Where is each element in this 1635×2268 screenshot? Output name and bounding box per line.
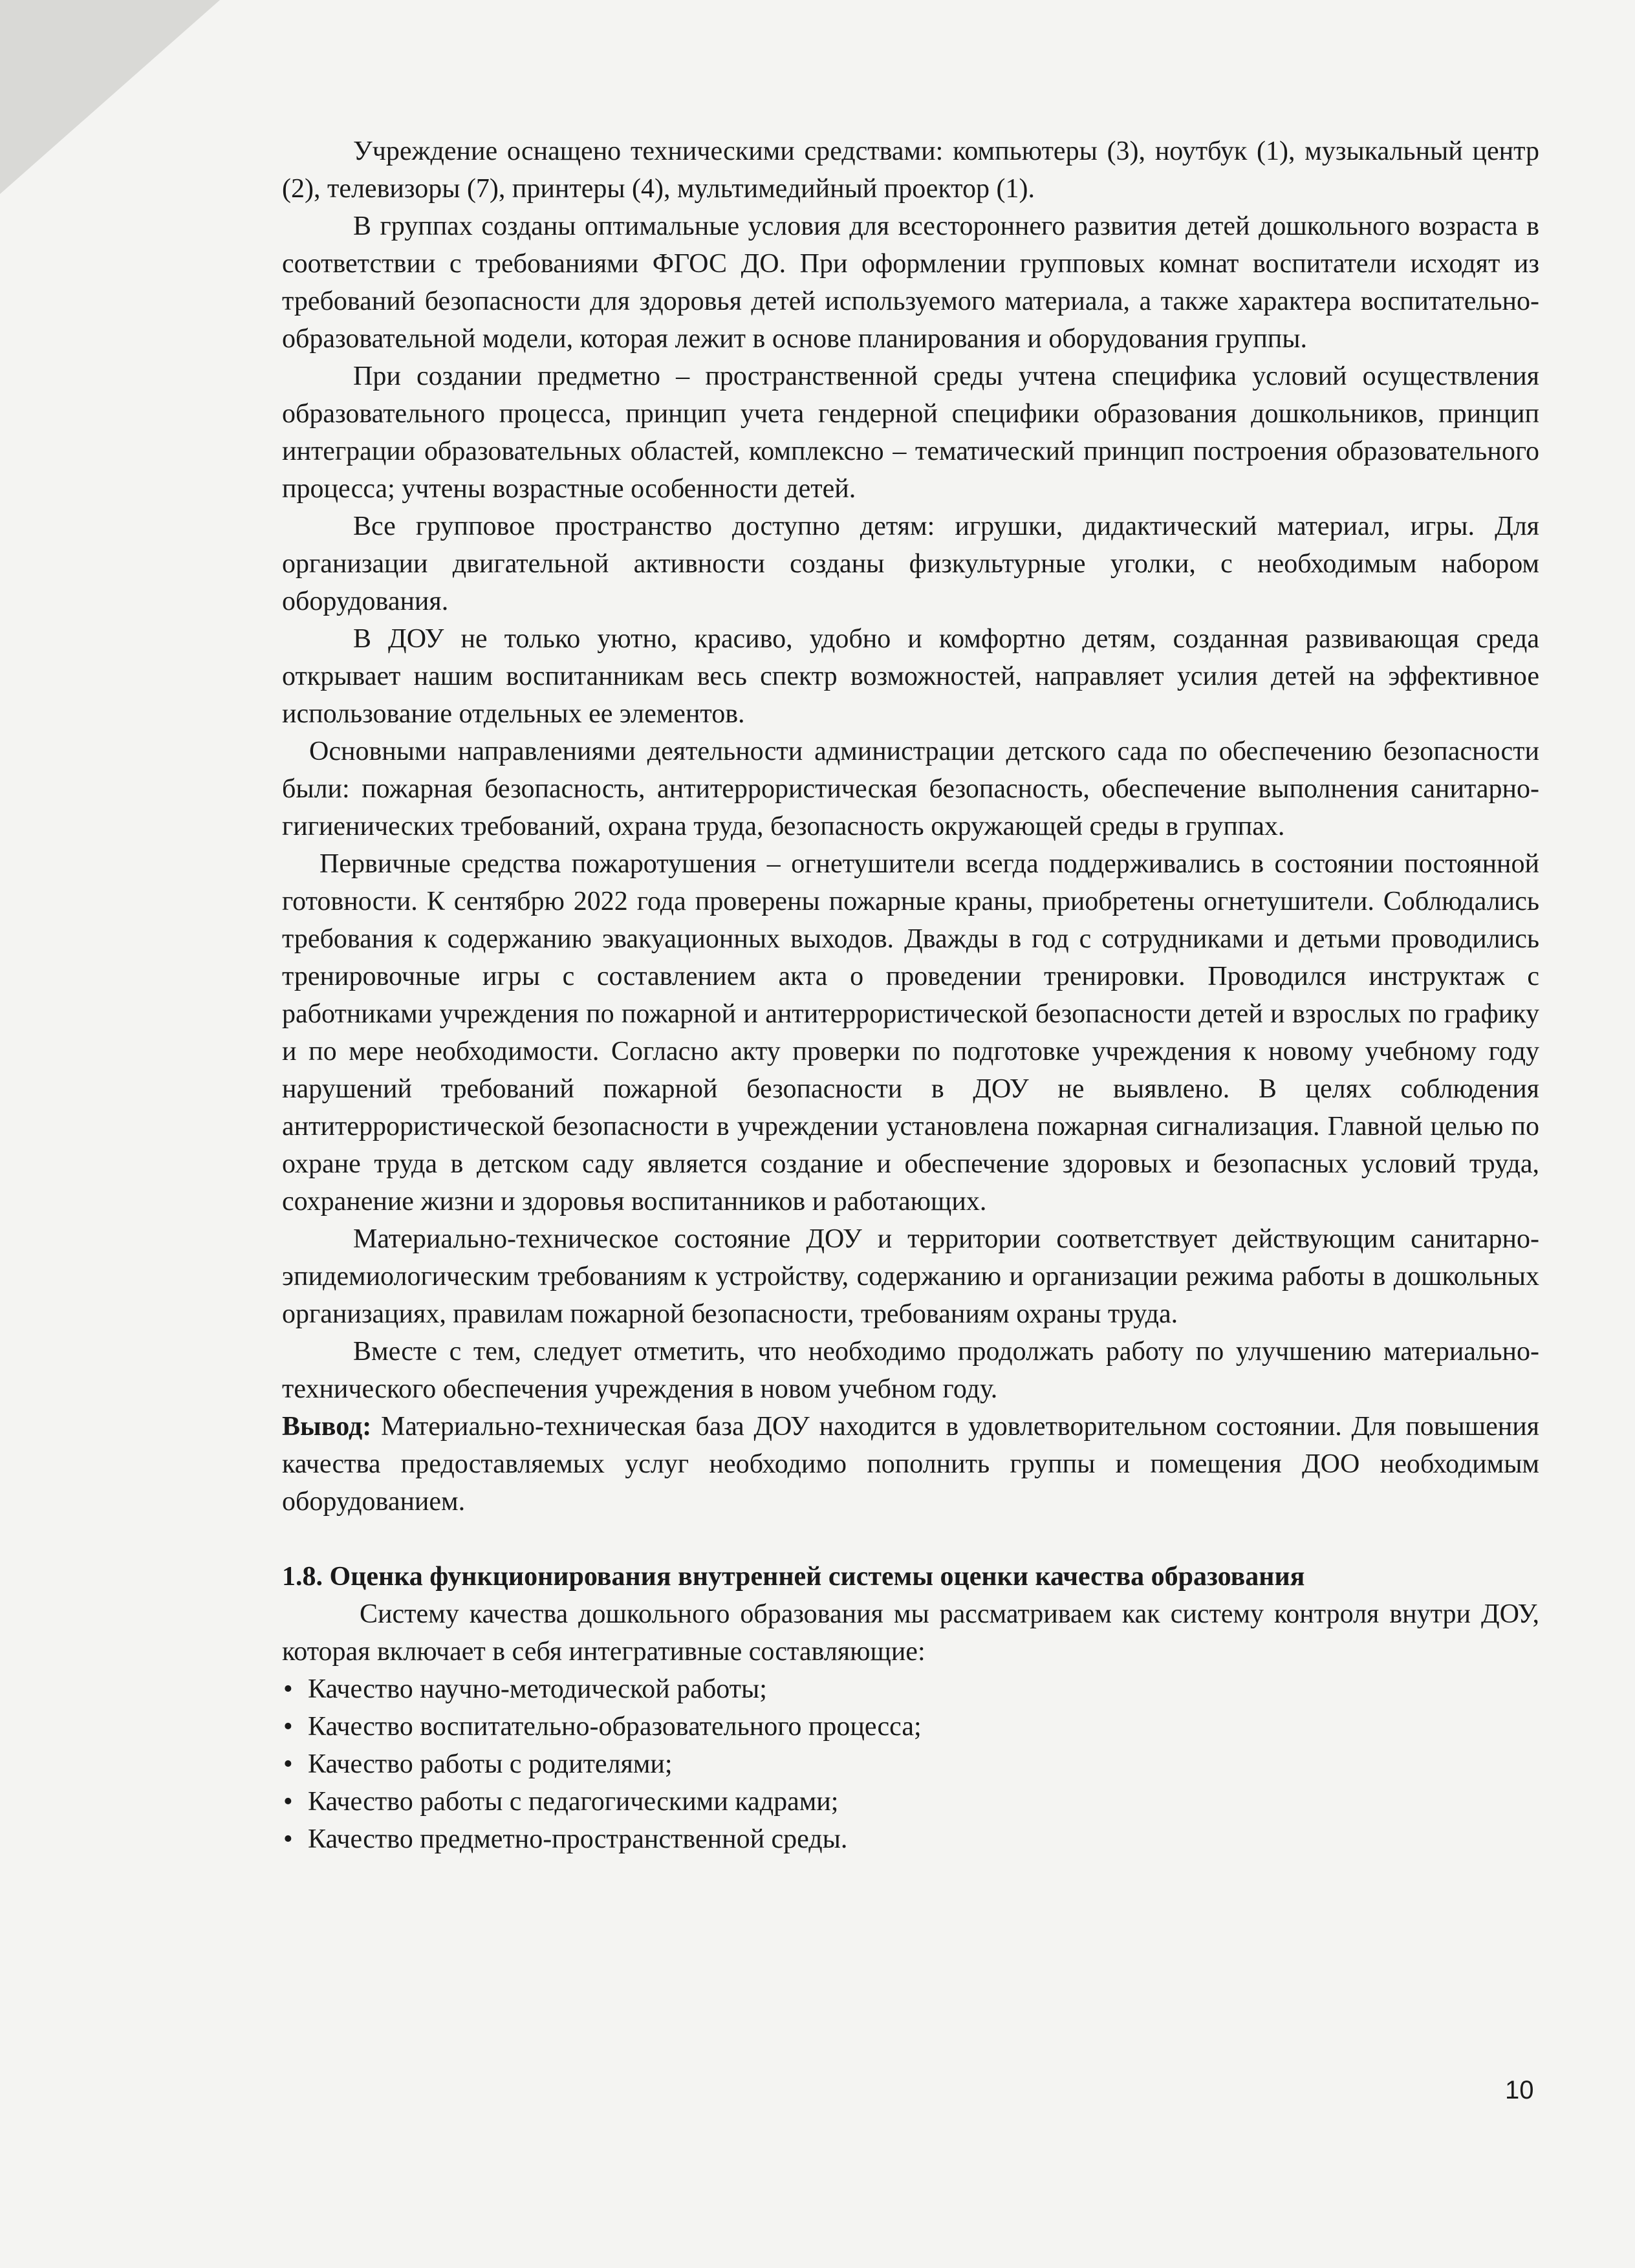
paragraph-environment: При создании предметно – пространственной среды учтена специфика условий осуществления образовательного процесса, принцип учета гендерной специфики образования дошкольников, принцип интеграции образовательных областей, комплексно – тематический принцип построения образовательного процесса; учтены возрастные особенности детей.: [282, 362, 1539, 504]
section-heading: 1.8. Оценка функционирования внутренней системы оценки качества образования: [282, 1562, 1305, 1592]
paragraph-improvement: Вместе с тем, следует отметить, что необходимо продолжать работу по улучшению материально-технического обеспечения учреждения в новом учебном году.: [282, 1337, 1539, 1404]
quality-components-list: [282, 1670, 1539, 1858]
list-item: • Качество воспитательно-образовательного процесса;: [282, 1708, 1539, 1745]
list-item: • Качество работы с педагогическими кадрами;: [282, 1783, 1539, 1820]
list-item: • Качество научно-методической работы;: [282, 1670, 1539, 1708]
document-page: [282, 133, 1539, 1858]
list-item: • Качество предметно-пространственной среды.: [282, 1820, 1539, 1858]
section-intro: Систему качества дошкольного образования мы рассматриваем как систему контроля внутри ДОУ, которая включает в себя интегративные составляющие:: [282, 1599, 1539, 1667]
paragraph-equipment: Учреждение оснащено техническими средствами: компьютеры (3), ноутбук (1), музыкальный центр (2), телевизоры (7), принтеры (4), мультимедийный проектор (1).: [282, 136, 1539, 204]
paragraph-comfort: В ДОУ не только уютно, красиво, удобно и комфортно детям, созданная развивающая среда открывает нашим воспитанникам весь спектр возможностей, направляет усилия детей на эффективное использование отдельных ее элементов.: [282, 624, 1539, 729]
paragraph-groups-conditions: В группах созданы оптимальные условия для всестороннего развития детей дошкольного возраста в соответствии с требованиями ФГОС ДО. При оформлении групповых комнат воспитатели исходят из требований безопасности для здоровья детей используемого материала, а также характера воспитательно-образовательной модели, которая лежит в основе планирования и оборудования группы.: [282, 211, 1539, 354]
conclusion-text: Материально-техническая база ДОУ находится в удовлетворительном состоянии. Для повышения качества предоставляемых услуг необходимо пополнить группы и помещения ДОО необходимым оборудованием.: [282, 1412, 1539, 1517]
paragraph-material-state: Материально-техническое состояние ДОУ и территории соответствует действующим санитарно-эпидемиологическим требованиям к устройству, содержанию и организации режима работы в дошкольных организациях, правилам пожарной безопасности, требованиям охраны труда.: [282, 1224, 1539, 1329]
paragraph-conclusion: [282, 1408, 1539, 1520]
page-number: 10: [1505, 2076, 1534, 2104]
paragraph-fire-safety: Первичные средства пожаротушения – огнетушители всегда поддерживались в состоянии постоянной готовности. К сентябрю 2022 года проверены пожарные краны, приобретены огнетушители. Соблюдались требования к содержанию эвакуационных выходов. Дважды в год с сотрудниками и детьми проводились тренировочные игры с составлением акта о проведении тренировки. Проводился инструктаж с работниками учреждения по пожарной и антитеррористической безопасности детей и взрослых по графику и по мере необходимости. Согласно акту проверки по подготовке учреждения к новому учебному году нарушений требований пожарной безопасности в ДОУ не выявлено. В целях соблюдения антитеррористической безопасности в учреждении установлена пожарная сигнализация. Главной целью по охране труда в детском саду является создание и обеспечение здоровых и безопасных условий труда, сохранение жизни и здоровья воспитанников и работающих.: [282, 849, 1539, 1216]
paragraph-group-space: Все групповое пространство доступно детям: игрушки, дидактический материал, игры. Для организации двигательной активности созданы физкультурные уголки, с необходимым набором оборудования.: [282, 512, 1539, 616]
conclusion-label: Вывод:: [282, 1412, 372, 1442]
list-item: • Качество работы с родителями;: [282, 1745, 1539, 1783]
page-corner-fold: [0, 0, 220, 194]
paragraph-safety-directions: Основными направлениями деятельности администрации детского сада по обеспечению безопасности были: пожарная безопасность, антитеррористическая безопасность, обеспечение выполнения санитарно-гигиенических требований, охрана труда, безопасность окружающей среды в группах.: [282, 737, 1539, 841]
